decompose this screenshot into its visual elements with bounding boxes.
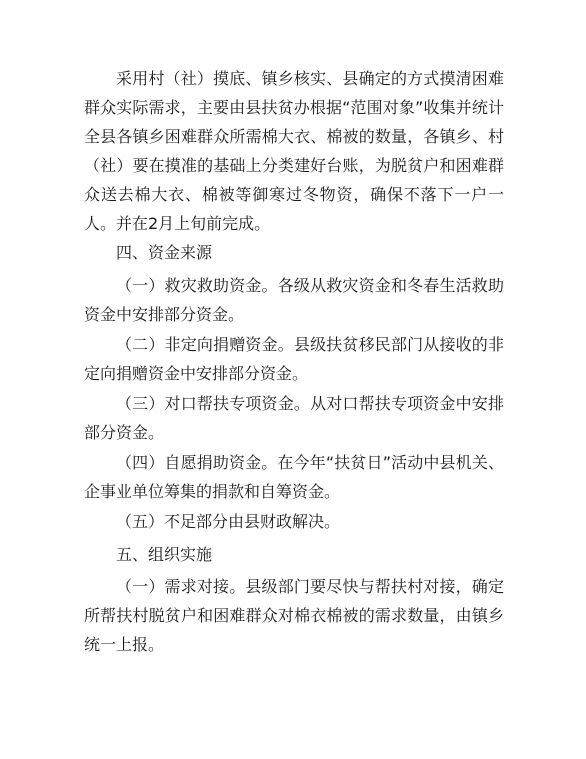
section-four-heading: 四、资金来源 xyxy=(116,243,213,262)
list-item-funding-disaster-relief: （一）救灾救助资金。各级从救灾资金和冬春生活救助资金中安排部分资金。 xyxy=(84,276,504,324)
list-item-funding-voluntary-donation: （四）自愿捐助资金。在今年“扶贫日”活动中县机关、企事业单位筹集的捐款和自筹资金。 xyxy=(84,453,504,501)
list-item-funding-county-finance: （五）不足部分由县财政解决。 xyxy=(116,512,341,531)
list-item-funding-nondirected-donation: （二）非定向捐赠资金。县级扶贫移民部门从接收的非定向捐赠资金中安排部分资金。 xyxy=(84,335,504,383)
list-item-funding-paired-assistance: （三）对口帮扶专项资金。从对口帮扶专项资金中安排部分资金。 xyxy=(84,394,504,442)
section-five-heading: 五、组织实施 xyxy=(116,545,213,564)
list-item-demand-matching: （一）需求对接。县级部门要尽快与帮扶村对接，确定所帮扶村脱贫户和困难群众对棉衣棉被的需求数量，由镇乡统一上报。 xyxy=(84,577,504,654)
paragraph-intro: 采用村（社）摸底、镇乡核实、县确定的方式摸清困难群众实际需求，主要由县扶贫办根据“范围对象”收集并统计全县各镇乡困难群众所需棉大衣、棉被的数量，各镇乡、村（社）要在摸准的基础上分类建好台账，为脱贫户和困难群众送去棉大衣、棉被等御寒过冬物资，确保不落下一户一人。并在2月上旬前完成。 xyxy=(84,69,504,233)
